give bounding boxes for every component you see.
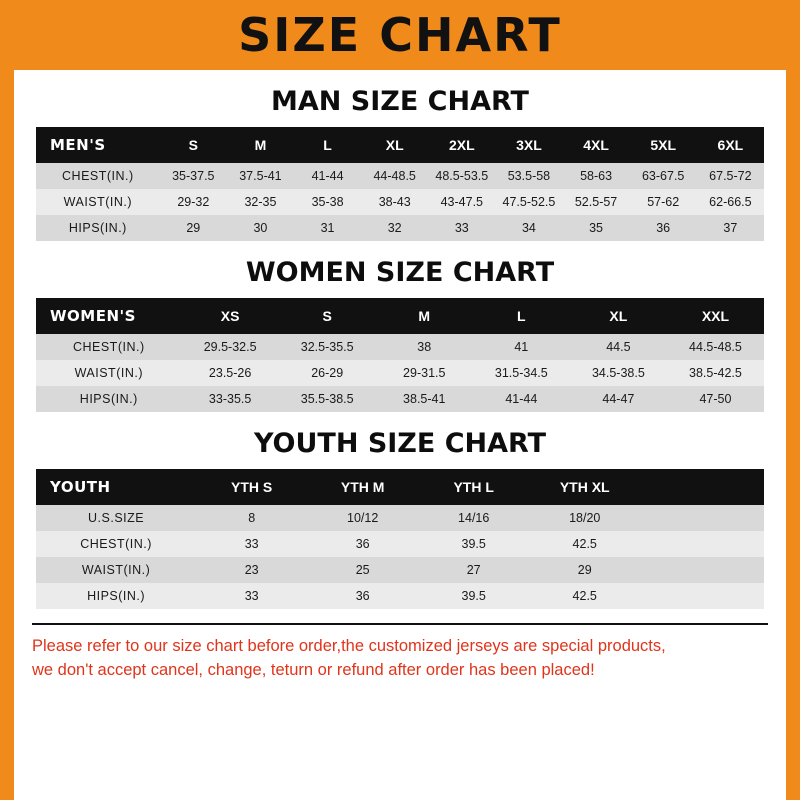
men-r0c2: 41-44 [294, 163, 361, 189]
men-r0c7: 63-67.5 [630, 163, 697, 189]
men-col-6: 4XL [563, 127, 630, 163]
youth-r3c0: 33 [196, 583, 307, 609]
women-r2c2: 38.5-41 [376, 386, 473, 412]
men-col-0: S [160, 127, 227, 163]
table-header-row [36, 469, 764, 505]
youth-r1c0: 33 [196, 531, 307, 557]
men-row-2-label: HIPS(IN.) [36, 215, 160, 241]
youth-r1c2: 39.5 [418, 531, 529, 557]
men-r0c4: 48.5-53.5 [428, 163, 495, 189]
women-r0c4: 44.5 [570, 334, 667, 360]
section-title-men: MAN SIZE CHART [271, 86, 529, 117]
men-r0c0: 35-37.5 [160, 163, 227, 189]
women-row-1-label: WAIST(IN.) [36, 360, 182, 386]
women-col-4: XL [570, 298, 667, 334]
youth-row-1-label: CHEST(IN.) [36, 531, 196, 557]
men-row-1-label: WAIST(IN.) [36, 189, 160, 215]
section-title-youth: YOUTH SIZE CHART [253, 428, 547, 459]
men-r0c5: 53.5-58 [495, 163, 562, 189]
men-r0c1: 37.5-41 [227, 163, 294, 189]
table-row [36, 386, 764, 412]
men-r0c3: 44-48.5 [361, 163, 428, 189]
men-r0c6: 58-63 [563, 163, 630, 189]
men-r2c2: 31 [294, 215, 361, 241]
youth-r3c3: 42.5 [529, 583, 640, 609]
footer-note-line-1: Please refer to our size chart before order,the customized jerseys are special products, [32, 637, 666, 655]
youth-col-1: YTH M [307, 469, 418, 505]
youth-r2-spacer [640, 557, 764, 583]
section-title-women: WOMEN SIZE CHART [245, 257, 555, 288]
men-r1c6: 52.5-57 [563, 189, 630, 215]
women-r1c1: 26-29 [279, 360, 376, 386]
women-r2c1: 35.5-38.5 [279, 386, 376, 412]
table-header-row [36, 298, 764, 334]
women-r0c5: 44.5-48.5 [667, 334, 764, 360]
table-row [36, 360, 764, 386]
table-row [36, 557, 764, 583]
women-r0c0: 29.5-32.5 [182, 334, 279, 360]
youth-r3c2: 39.5 [418, 583, 529, 609]
section-men [14, 86, 786, 241]
men-r1c4: 43-47.5 [428, 189, 495, 215]
youth-r1c1: 36 [307, 531, 418, 557]
men-r1c8: 62-66.5 [697, 189, 764, 215]
footer-note [32, 623, 768, 683]
men-r2c8: 37 [697, 215, 764, 241]
women-corner-label: WOMEN'S [36, 298, 182, 334]
youth-r0c3: 18/20 [529, 505, 640, 531]
youth-col-3: YTH XL [529, 469, 640, 505]
table-header-row [36, 127, 764, 163]
women-col-2: M [376, 298, 473, 334]
women-r0c2: 38 [376, 334, 473, 360]
youth-row-0-label: U.S.SIZE [36, 505, 196, 531]
women-r2c5: 47-50 [667, 386, 764, 412]
page-title: SIZE CHART [238, 8, 562, 62]
section-women [14, 257, 786, 412]
youth-row-3-label: HIPS(IN.) [36, 583, 196, 609]
women-r1c2: 29-31.5 [376, 360, 473, 386]
youth-row-2-label: WAIST(IN.) [36, 557, 196, 583]
men-row-0-label: CHEST(IN.) [36, 163, 160, 189]
women-row-0-label: CHEST(IN.) [36, 334, 182, 360]
youth-corner-label: YOUTH [36, 469, 196, 505]
men-r2c6: 35 [563, 215, 630, 241]
youth-r3-spacer [640, 583, 764, 609]
men-r1c5: 47.5-52.5 [495, 189, 562, 215]
youth-r2c3: 29 [529, 557, 640, 583]
youth-r1-spacer [640, 531, 764, 557]
women-col-1: S [279, 298, 376, 334]
table-row [36, 531, 764, 557]
women-row-2-label: HIPS(IN.) [36, 386, 182, 412]
men-r2c7: 36 [630, 215, 697, 241]
men-corner-label: MEN'S [36, 127, 160, 163]
youth-r0c0: 8 [196, 505, 307, 531]
women-r0c1: 32.5-35.5 [279, 334, 376, 360]
men-r2c5: 34 [495, 215, 562, 241]
table-row [36, 505, 764, 531]
youth-r3c1: 36 [307, 583, 418, 609]
women-r2c0: 33-35.5 [182, 386, 279, 412]
men-col-4: 2XL [428, 127, 495, 163]
men-r0c8: 67.5-72 [697, 163, 764, 189]
men-size-table [36, 127, 764, 241]
youth-r2c2: 27 [418, 557, 529, 583]
youth-col-0: YTH S [196, 469, 307, 505]
youth-r2c0: 23 [196, 557, 307, 583]
men-r1c1: 32-35 [227, 189, 294, 215]
youth-col-spacer [640, 469, 764, 505]
women-r1c4: 34.5-38.5 [570, 360, 667, 386]
table-row [36, 189, 764, 215]
women-size-table [36, 298, 764, 412]
table-row [36, 215, 764, 241]
youth-r0c2: 14/16 [418, 505, 529, 531]
table-row [36, 334, 764, 360]
men-col-3: XL [361, 127, 428, 163]
youth-r0c1: 10/12 [307, 505, 418, 531]
men-col-2: L [294, 127, 361, 163]
men-r2c4: 33 [428, 215, 495, 241]
men-r2c1: 30 [227, 215, 294, 241]
youth-col-2: YTH L [418, 469, 529, 505]
women-r0c3: 41 [473, 334, 570, 360]
women-r1c5: 38.5-42.5 [667, 360, 764, 386]
table-row [36, 583, 764, 609]
men-r2c3: 32 [361, 215, 428, 241]
section-youth [14, 428, 786, 609]
youth-r1c3: 42.5 [529, 531, 640, 557]
men-col-1: M [227, 127, 294, 163]
men-r1c0: 29-32 [160, 189, 227, 215]
youth-r2c1: 25 [307, 557, 418, 583]
men-r1c2: 35-38 [294, 189, 361, 215]
men-col-8: 6XL [697, 127, 764, 163]
table-row [36, 163, 764, 189]
footer-note-line-2: we don't accept cancel, change, teturn or refund after order has been placed! [32, 660, 595, 679]
men-r1c3: 38-43 [361, 189, 428, 215]
men-r2c0: 29 [160, 215, 227, 241]
women-col-5: XXL [667, 298, 764, 334]
women-r1c0: 23.5-26 [182, 360, 279, 386]
women-r2c4: 44-47 [570, 386, 667, 412]
youth-r0-spacer [640, 505, 764, 531]
women-r2c3: 41-44 [473, 386, 570, 412]
women-r1c3: 31.5-34.5 [473, 360, 570, 386]
women-col-0: XS [182, 298, 279, 334]
men-r1c7: 57-62 [630, 189, 697, 215]
men-col-7: 5XL [630, 127, 697, 163]
women-col-3: L [473, 298, 570, 334]
header-band [0, 0, 800, 70]
men-col-5: 3XL [495, 127, 562, 163]
youth-size-table [36, 469, 764, 609]
